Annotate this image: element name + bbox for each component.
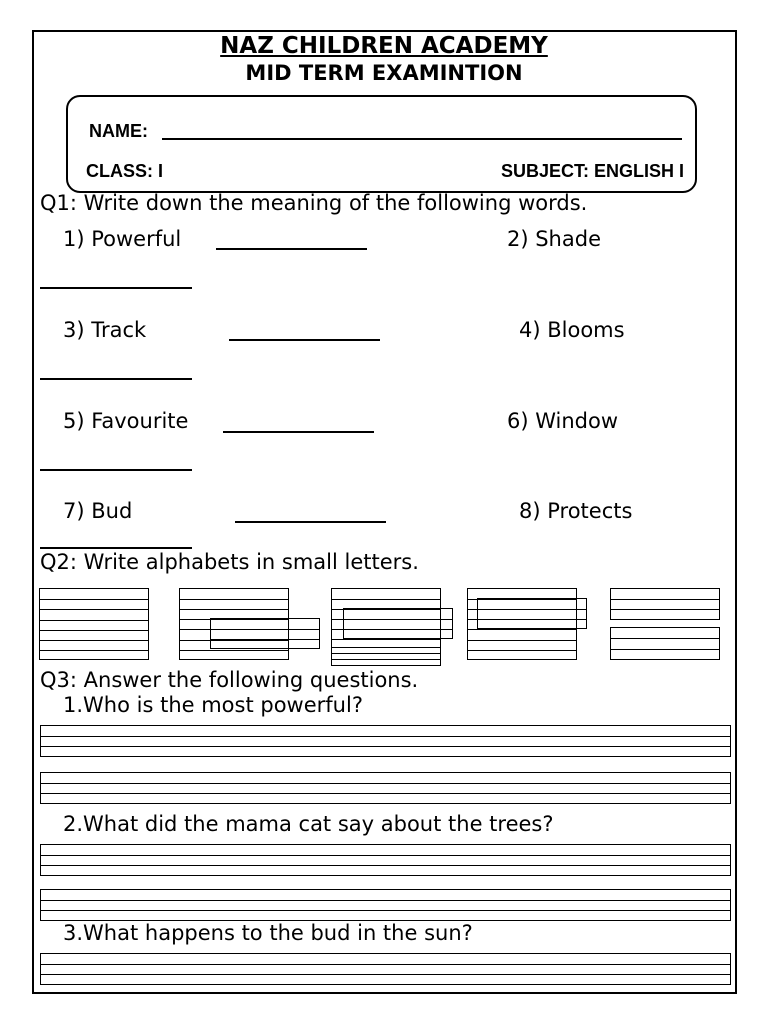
answer-lines[interactable] <box>40 953 731 985</box>
q2-title: Q2: Write alphabets in small letters. <box>40 550 419 574</box>
answer-lines[interactable] <box>40 772 731 804</box>
alphabet-writing-box[interactable] <box>343 608 453 639</box>
q1-word-8: 8) Protects <box>519 499 633 523</box>
q1-answer-line-6[interactable] <box>40 469 192 471</box>
q1-word-3: 3) Track <box>63 318 147 342</box>
alphabet-writing-box[interactable] <box>610 627 720 660</box>
q3-question-1: 1.Who is the most powerful? <box>63 693 363 717</box>
q3-title: Q3: Answer the following questions. <box>40 668 419 692</box>
q1-word-4: 4) Blooms <box>519 318 625 342</box>
answer-lines[interactable] <box>40 889 731 921</box>
q1-word-2: 2) Shade <box>507 227 601 251</box>
q1-answer-line-1[interactable] <box>216 248 367 250</box>
exam-title: MID TERM EXAMINTION <box>245 61 523 85</box>
q1-word-5: 5) Favourite <box>63 409 189 433</box>
q1-word-1: 1) Powerful <box>63 227 182 251</box>
answer-lines[interactable] <box>40 844 731 876</box>
name-label: NAME: <box>89 121 148 141</box>
q1-answer-line-4[interactable] <box>40 378 192 380</box>
alphabet-writing-box[interactable] <box>210 618 320 649</box>
alphabet-writing-box[interactable] <box>610 588 720 620</box>
q1-answer-line-2[interactable] <box>40 287 192 289</box>
q3-question-3: 3.What happens to the bud in the sun? <box>63 921 473 945</box>
alphabet-writing-box[interactable] <box>477 598 587 629</box>
q3-question-2: 2.What did the mama cat say about the trees? <box>63 812 554 836</box>
q1-word-6: 6) Window <box>507 409 619 433</box>
class-label: CLASS: I <box>86 161 164 181</box>
name-field[interactable] <box>162 138 682 140</box>
alphabet-writing-box[interactable] <box>39 588 149 660</box>
q1-answer-line-5[interactable] <box>223 431 374 433</box>
q1-word-7: 7) Bud <box>63 499 133 523</box>
q1-answer-line-7[interactable] <box>235 521 386 523</box>
school-name: NAZ CHILDREN ACADEMY <box>220 33 548 59</box>
subject-label: SUBJECT: ENGLISH I <box>500 161 684 181</box>
q1-title: Q1: Write down the meaning of the following words. <box>40 191 588 215</box>
q1-answer-line-3[interactable] <box>229 339 380 341</box>
answer-lines[interactable] <box>40 725 731 757</box>
